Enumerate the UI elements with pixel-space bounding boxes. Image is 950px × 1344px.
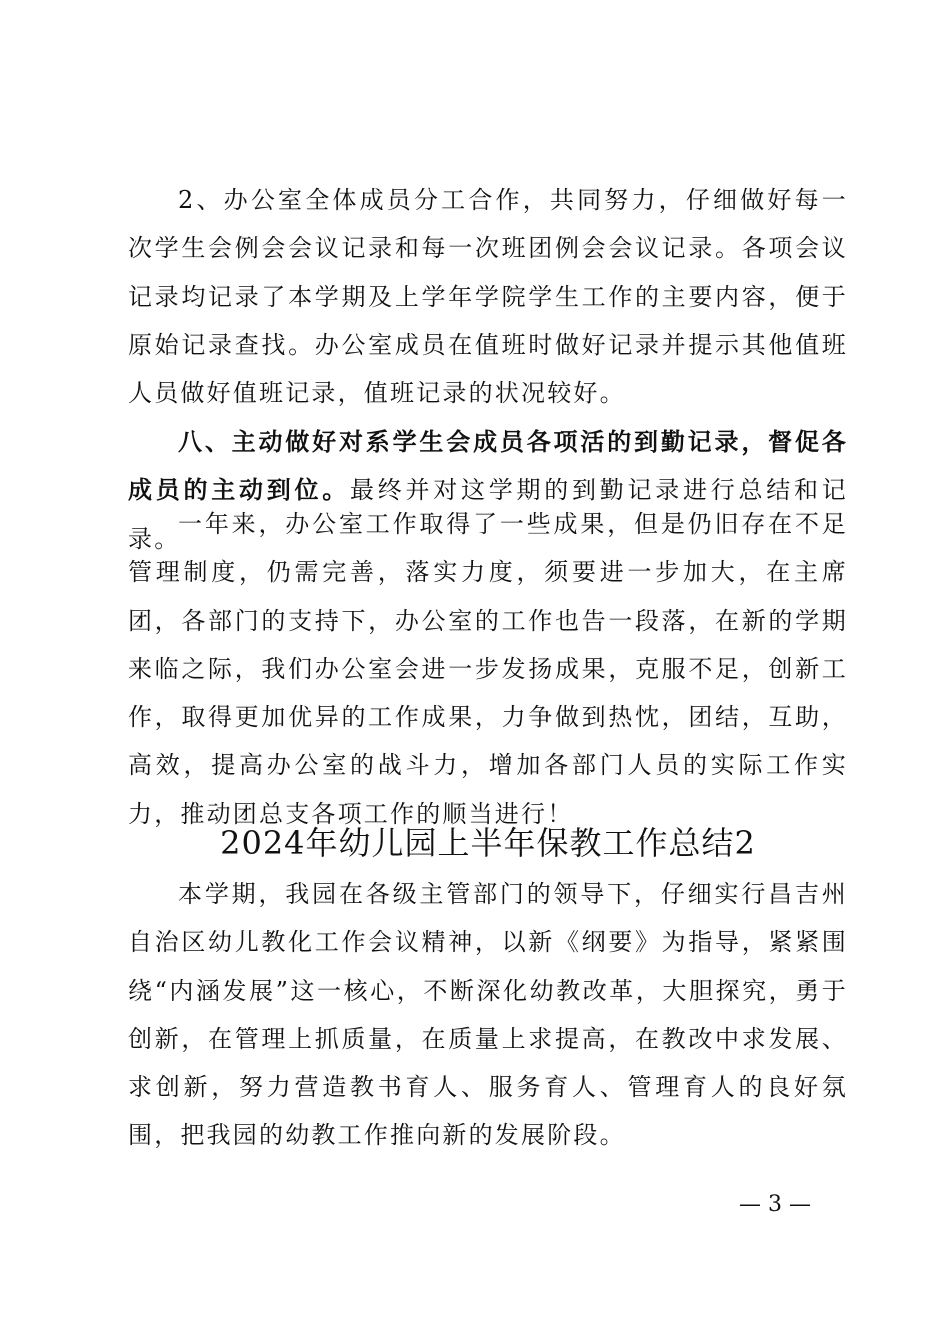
attendance-text: 最终并对这学期的到勤记录进行总结和记录。 xyxy=(128,476,848,553)
section-title: 2024年幼儿园上半年保教工作总结2 xyxy=(220,824,756,862)
paragraph-year-summary: 一年来，办公室工作取得了一些成果，但是仍旧存在不足管理制度，仍需完善，落实力度，须要进一步加大，在主席团，各部门的支持下，办公室的工作也告一段落，在新的学期来临之际，我们办公室会进一步发扬成果，克服不足，创新工作，取得更加优异的工作成果，力争做到热忱，团结，互助，高效，提高办公室的战斗力，增加各部门人员的实际工作实力，推动团总支各项工作的顺当进行！ xyxy=(128,510,848,828)
page-number: — 3 — xyxy=(739,1192,811,1217)
attendance-heading: 八、主动做好对系学生会成员各项活的到勤记录，督促各成员的主动到位。 xyxy=(128,428,848,505)
paragraph-office-records: 2、办公室全体成员分工合作，共同努力，仔细做好每一次学生会例会会议记录和每一次班团例会会议记录。各项会议记录均记录了本学期及上学年学院学生工作的主要内容，便于原始记录查找。办公室成员在值班时做好记录并提示其他值班人员做好值班记录，值班记录的状况较好。 xyxy=(128,186,848,408)
paragraph-kindergarten-intro: 本学期，我园在各级主管部门的领导下，仔细实行昌吉州自治区幼儿教化工作会议精神，以新《纲要》为指导，紧紧围绕“内涵发展”这一核心，不断深化幼教改革，大胆探究，勇于创新，在管理上抓质量，在质量上求提高，在教改中求发展、求创新，努力营造教书育人、服务育人、管理育人的良好氛围，把我园的幼教工作推向新的发展阶段。 xyxy=(128,880,848,1150)
